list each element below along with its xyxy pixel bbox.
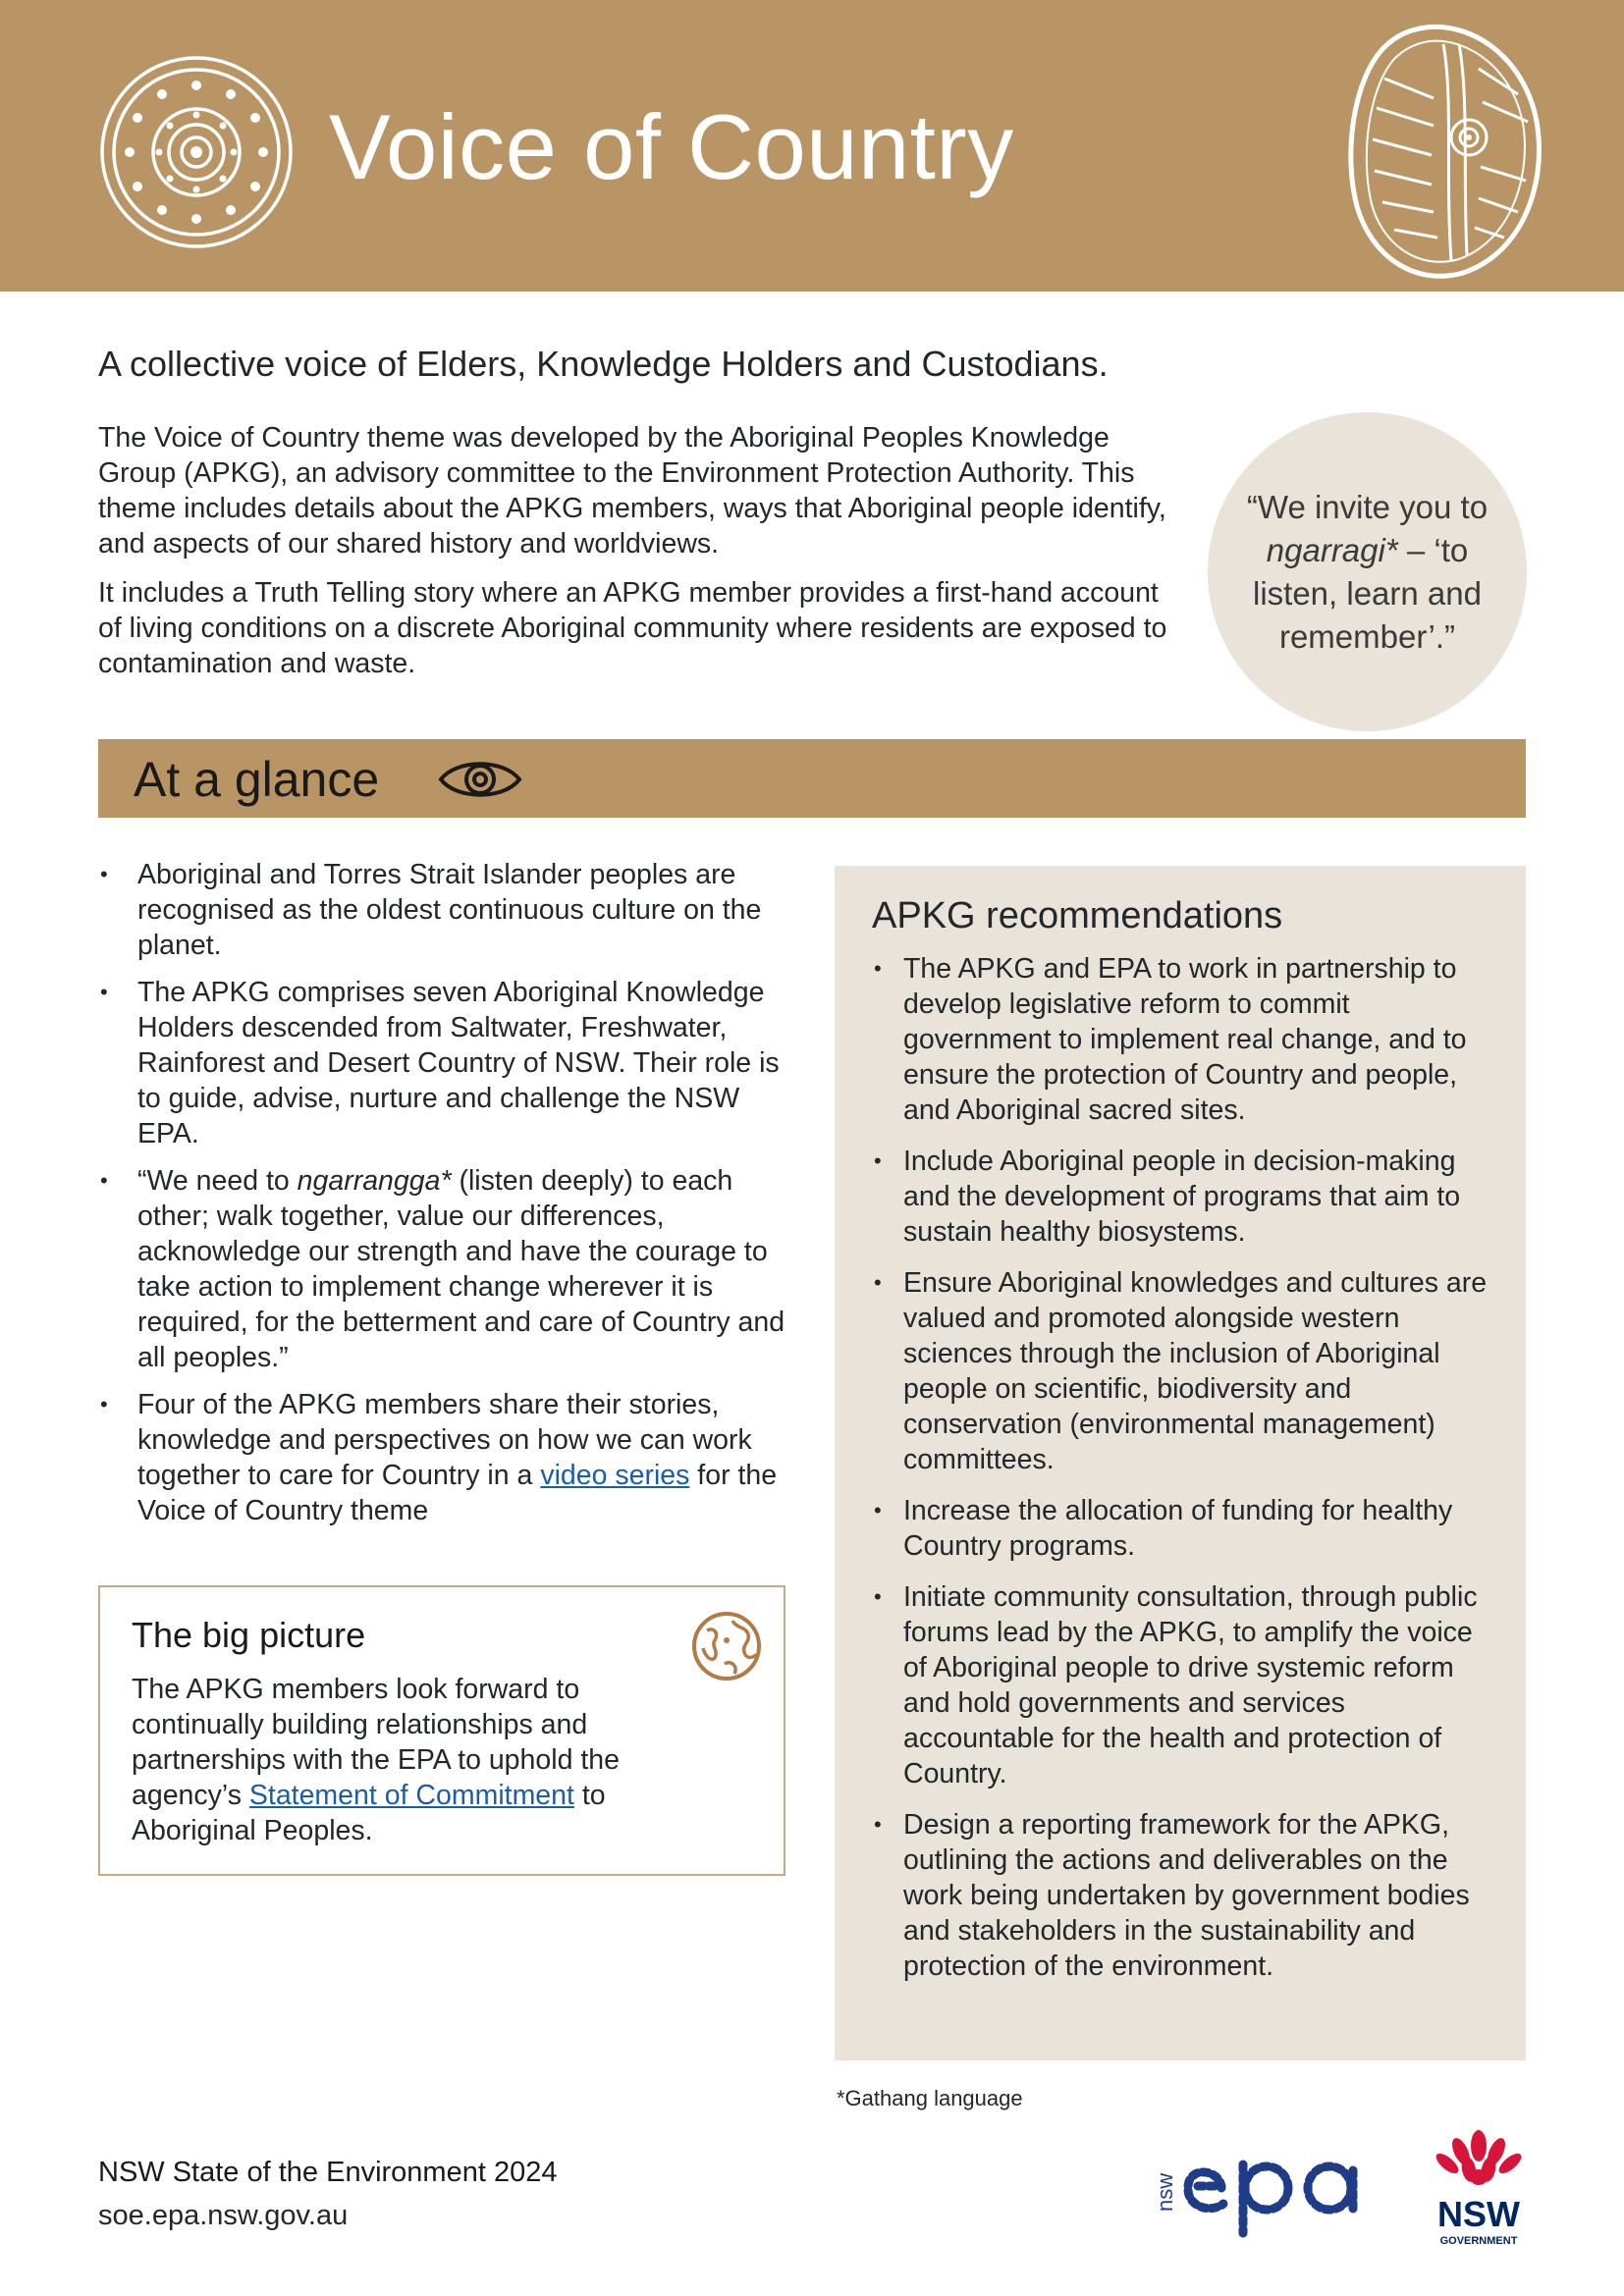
quote-circle bbox=[1208, 412, 1527, 731]
footer-title: NSW State of the Environment 2024 bbox=[98, 2157, 558, 2188]
big-picture-text-start: The APKG members look forward to continually building relationships and partnerships with the EPA to uphold the agency’s bbox=[132, 1674, 620, 1811]
page-title: Voice of Country bbox=[329, 95, 1014, 198]
list-item: • Design a reporting framework for the APKG, outlining the actions and deliverables on the work being undertaken by government bodies and stakeholders in the sustainability and protection of the environment. bbox=[872, 1807, 1489, 1984]
intro-subtitle: A collective voice of Elders, Knowledge Holders and Custodians. bbox=[98, 344, 1109, 384]
intro-paragraph: The Voice of Country theme was developed by the Aboriginal Peoples Knowledge Group (APKG), an advisory committee to the Environment Protection Authority. This theme includes details about the APKG members, ways that Aboriginal people identify, and aspects of our shared history and worldviews. bbox=[98, 422, 1166, 560]
list-item bbox=[98, 1387, 805, 1528]
bullet-italic-word: ngarrangga* bbox=[297, 1165, 452, 1197]
footnote: *Gathang language bbox=[837, 2086, 1023, 2110]
list-item: • Initiate community consultation, through public forums lead by the APKG, to amplify the voice of Aboriginal people to drive systemic reform and hold governments and services accountable for the health and protection of Country. bbox=[872, 1579, 1489, 1791]
list-item bbox=[98, 1163, 805, 1375]
bullet-text-end: (listen deeply) to each other; walk together, value our differences, acknowledge our strength and have the courage to take action to implement change wherever it is required, for the betterment and care of Country and all peoples.” bbox=[137, 1165, 785, 1373]
eye-icon bbox=[437, 755, 523, 804]
bullet-text-end: for the Voice of Country theme bbox=[137, 1460, 778, 1526]
quote-text-start: “We invite you to bbox=[1246, 488, 1489, 525]
big-picture-box bbox=[98, 1585, 785, 1876]
list-item: • Increase the allocation of funding for healthy Country programs. bbox=[872, 1493, 1489, 1564]
recommendations-panel bbox=[835, 866, 1526, 2060]
epa-logo-text: epa bbox=[1151, 2135, 1153, 2136]
quote-word: ngarragi* bbox=[1266, 531, 1398, 568]
nsw-logo-text: NSW bbox=[1437, 2194, 1520, 2234]
footer-url[interactable]: soe.epa.nsw.gov.au bbox=[98, 2200, 349, 2231]
intro-text bbox=[98, 420, 1188, 695]
carved-shield-artwork-icon bbox=[1335, 20, 1551, 285]
bullet-text-start: Four of the APKG members share their stories, knowledge and perspectives on how we can work together to care for Country in a bbox=[137, 1389, 752, 1491]
quote-text bbox=[1235, 486, 1500, 659]
epa-logo-nsw-text: nsw bbox=[1153, 2172, 1177, 2212]
globe-icon bbox=[689, 1609, 764, 1683]
big-picture-body bbox=[132, 1672, 701, 1848]
list-item: • Aboriginal and Torres Strait Islander peoples are recognised as the oldest continuous culture on the planet. bbox=[98, 857, 805, 963]
statement-of-commitment-link[interactable]: Statement of Commitment bbox=[248, 1780, 574, 1811]
concentric-dot-circle-icon bbox=[98, 54, 295, 250]
at-a-glance-banner bbox=[98, 739, 1526, 818]
recommendations-title: APKG recommendations bbox=[872, 895, 1283, 936]
intro-paragraph: It includes a Truth Telling story where an APKG member provides a first-hand account of living conditions on a discrete Aboriginal community where residents are exposed to contamination and waste. bbox=[98, 577, 1167, 679]
quote-text-end: – ‘to listen, learn and remember’.” bbox=[1253, 531, 1482, 655]
nsw-epa-logo bbox=[1151, 2135, 1382, 2243]
nsw-government-logo bbox=[1426, 2128, 1532, 2256]
list-item: • The APKG comprises seven Aboriginal Knowledge Holders descended from Saltwater, Freshwater, Rainforest and Desert Country of NSW. Their role is to guide, advise, nurture and challenge the NSW EPA. bbox=[98, 975, 805, 1151]
list-item: • The APKG and EPA to work in partnership to develop legislative reform to commit government to implement real change, and to ensure the protection of Country and people, and Aboriginal sacred sites. bbox=[872, 951, 1489, 1128]
big-picture-title: The big picture bbox=[132, 1615, 366, 1655]
list-item: • Include Aboriginal people in decision-making and the development of programs that aim to sustain healthy biosystems. bbox=[872, 1144, 1489, 1250]
at-a-glance-title: At a glance bbox=[134, 752, 380, 807]
header-band bbox=[0, 0, 1624, 292]
nsw-logo-subtext: GOVERNMENT bbox=[1439, 2235, 1518, 2247]
big-picture-text-end: to Aboriginal Peoples. bbox=[132, 1780, 606, 1846]
bullet-text-start: “We need to bbox=[137, 1165, 298, 1197]
glance-bullet-list bbox=[98, 857, 805, 1540]
recommendations-list bbox=[872, 951, 1489, 1984]
list-item: • Ensure Aboriginal knowledges and cultures are valued and promoted alongside western sciences through the inclusion of Aboriginal people on scientific, biodiversity and conservation (environmental management) committees. bbox=[872, 1265, 1489, 1477]
video-series-link[interactable]: video series bbox=[540, 1460, 690, 1491]
